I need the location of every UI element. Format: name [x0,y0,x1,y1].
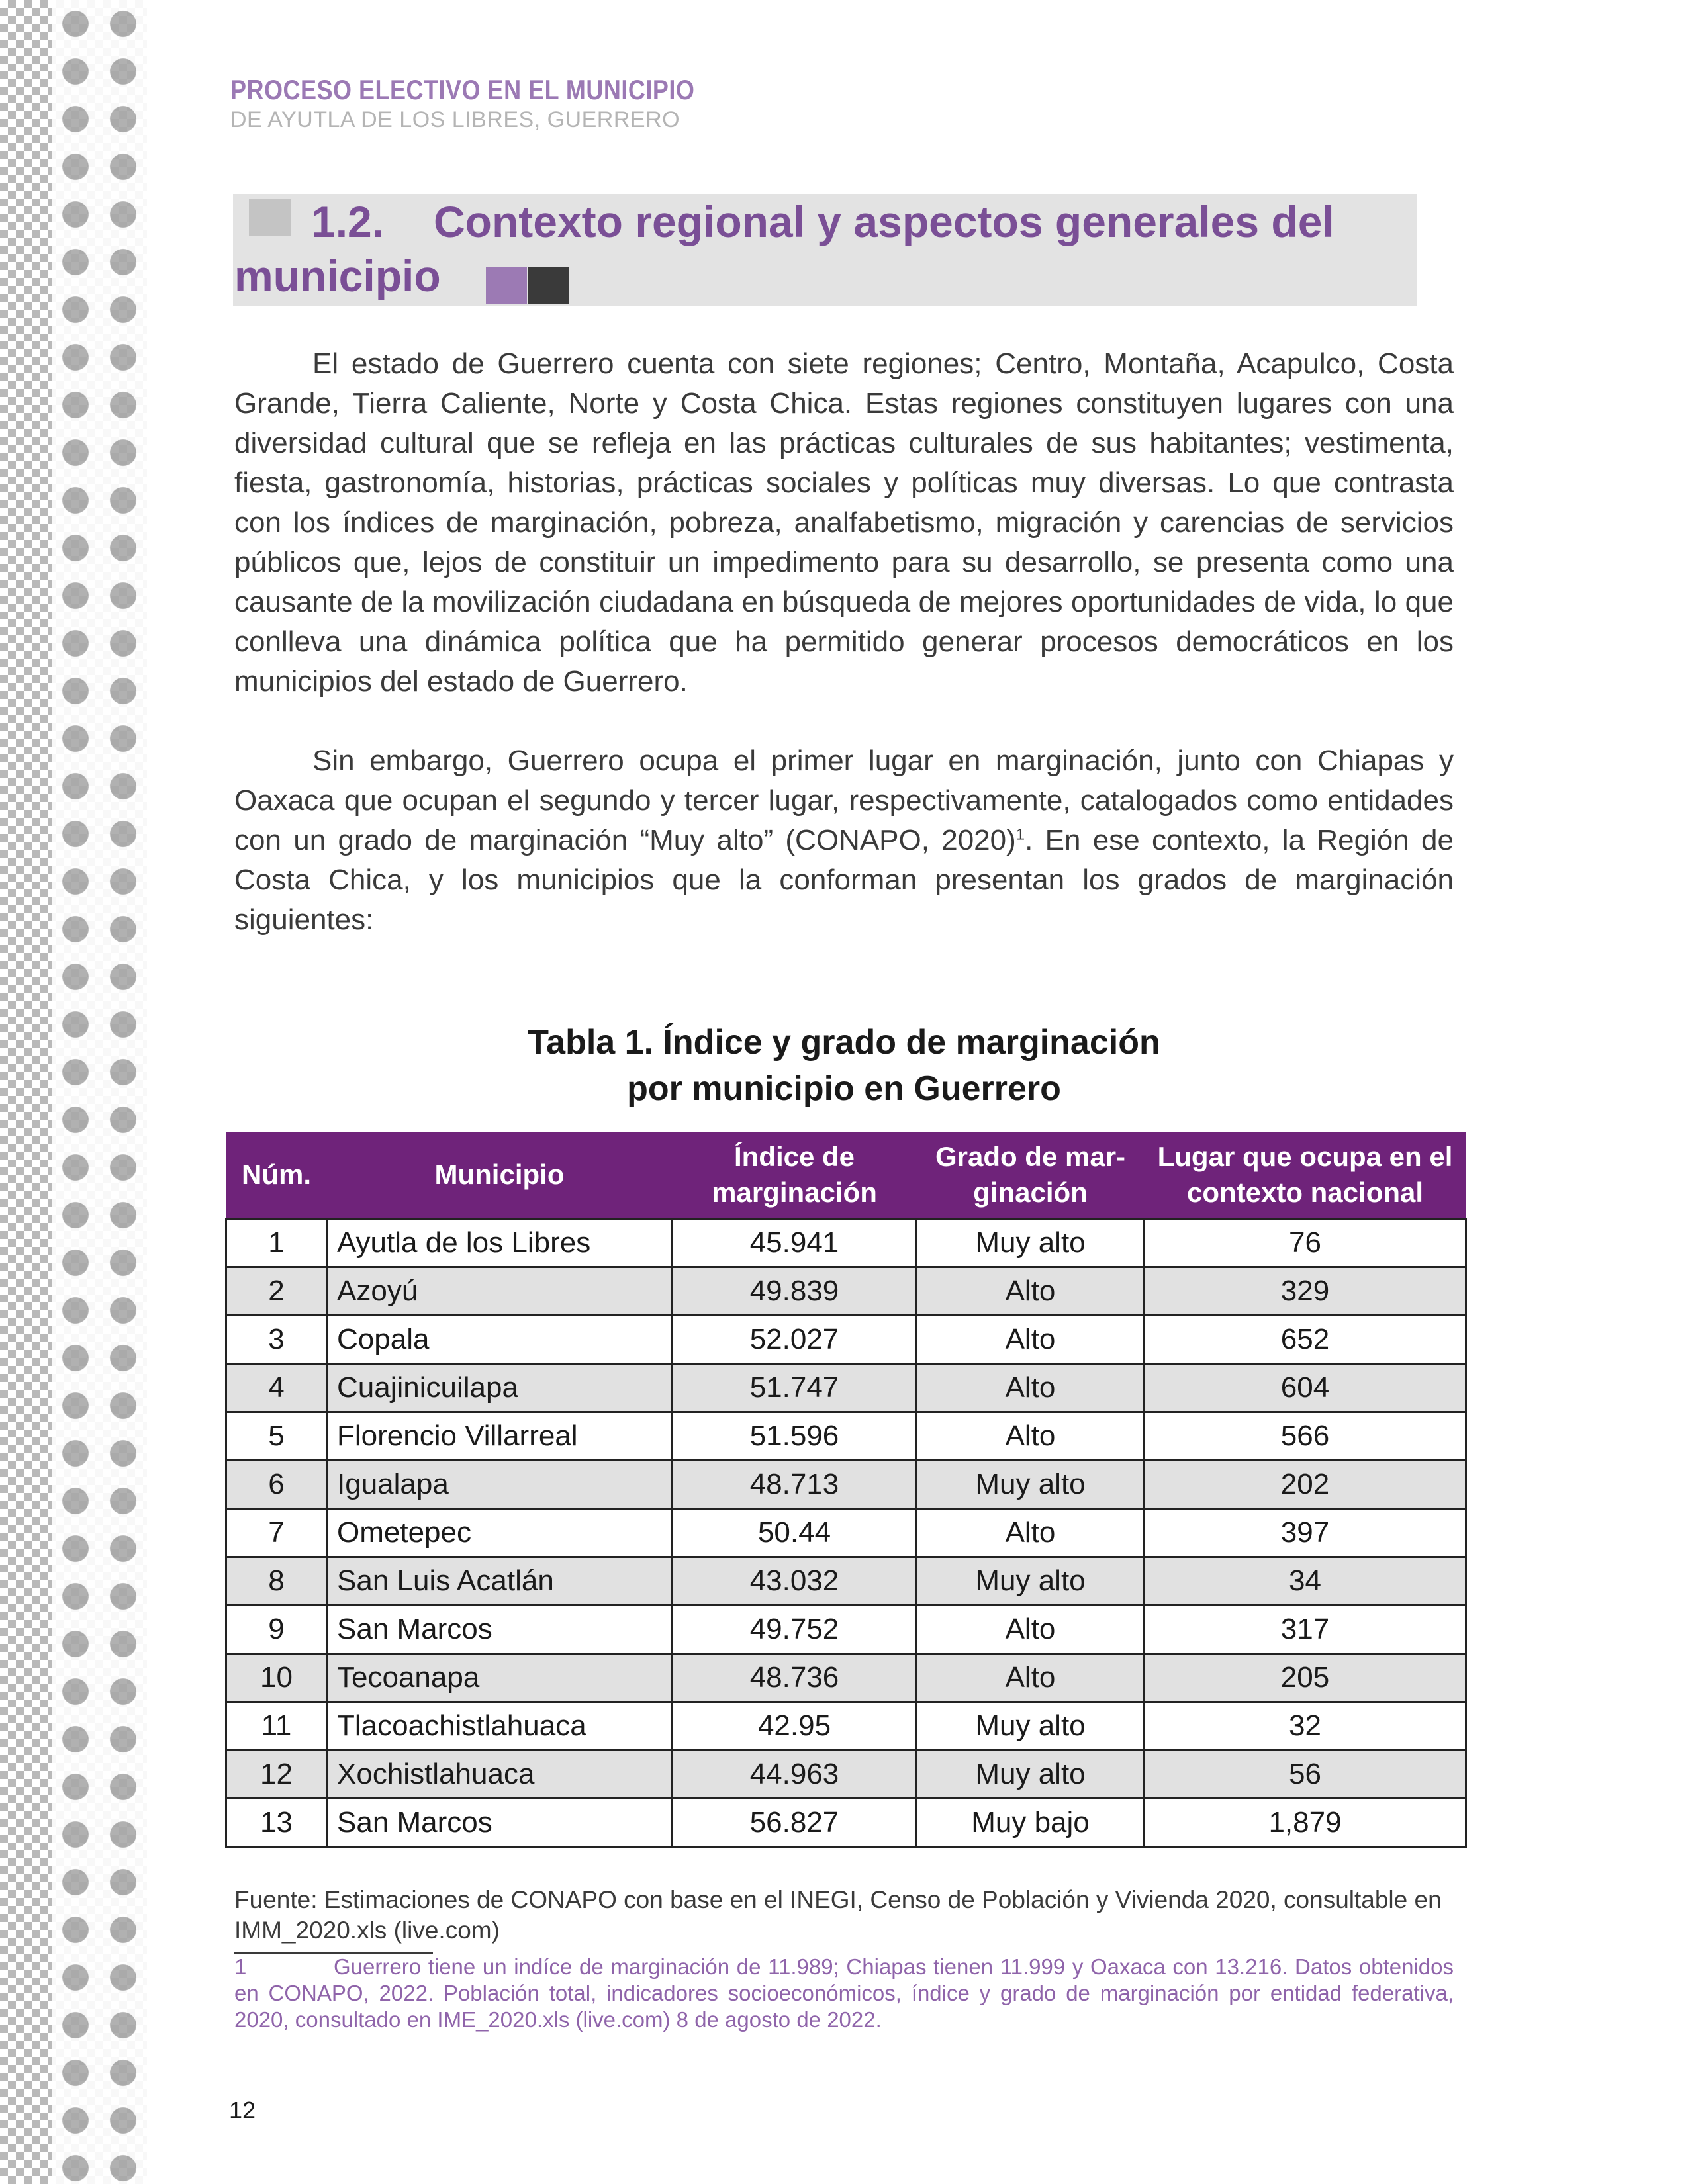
header-indice: Índice de marginación [673,1132,917,1219]
cell-indice: 48.713 [673,1461,917,1509]
table-row [226,1557,1466,1606]
cell-municipio: Cuajinicuilapa [327,1364,673,1412]
table-row [226,1412,1466,1461]
table-title [234,1019,1454,1112]
cell-municipio: Ometepec [327,1509,673,1557]
body-paragraph-1: El estado de Guerrero cuenta con siete regiones; Centro, Montaña, Acapulco, Costa Grande, Tierra Caliente, Norte y Costa Chica. Estas regiones constituyen lugares con una diversidad cultural que se refleja en las prácticas culturales de sus habitantes; vestimenta, fiesta, gastronomía, historias, prácticas sociales y políticas muy diversas. Lo que contrasta con los índices de marginación, pobreza, analfabetismo, migración y carencias de servicios públicos que, lejos de constituir un impedimento para su desarrollo, se presenta como una causante de la movilización ciudadana en búsqueda de mejores oportunidades de vida, lo que conlleva una dinámica política que ha permitido generar procesos democráticos en los municipios del estado de Guerrero. [234,347,1454,698]
section-number: 1.2. [311,197,385,246]
table-row [226,1654,1466,1702]
table-title-line2: por municipio en Guerrero [627,1069,1061,1108]
table-row [226,1364,1466,1412]
page-number: 12 [229,2097,256,2124]
heading-decor-square-dark [528,267,569,304]
cell-num: 1 [226,1219,327,1267]
cell-num: 4 [226,1364,327,1412]
table-header-row [226,1132,1466,1219]
cell-municipio: Xochistlahuaca [327,1751,673,1799]
cell-lugar: 34 [1145,1557,1466,1606]
cell-num: 6 [226,1461,327,1509]
cell-grado: Alto [917,1509,1145,1557]
cell-lugar: 329 [1145,1267,1466,1316]
table-row [226,1606,1466,1654]
cell-municipio: Ayutla de los Libres [327,1219,673,1267]
cell-grado: Alto [917,1316,1145,1364]
cell-municipio: Tecoanapa [327,1654,673,1702]
section-title-line1: Contexto regional y aspectos generales del [434,197,1335,246]
cell-lugar: 1,879 [1145,1799,1466,1847]
cell-lugar: 317 [1145,1606,1466,1654]
cell-grado: Muy alto [917,1219,1145,1267]
footnote-number: 1 [234,1954,247,1979]
paragraph-2-text-b: . En ese contexto, la Región de Costa Chica, y los municipios que la conforman presentan los grados de marginación siguientes: [234,824,1454,936]
header-grado: Grado de mar- ginación [917,1132,1145,1219]
cell-municipio: San Luis Acatlán [327,1557,673,1606]
cell-municipio: Florencio Villarreal [327,1412,673,1461]
cell-num: 9 [226,1606,327,1654]
cell-lugar: 205 [1145,1654,1466,1702]
cell-grado: Muy alto [917,1702,1145,1751]
footnote [234,1954,1454,2033]
header-num: Núm. [226,1132,327,1219]
body-paragraph-2 [234,741,1454,940]
cell-grado: Muy alto [917,1751,1145,1799]
cell-indice: 51.747 [673,1364,917,1412]
marginacion-table [225,1132,1467,1848]
running-head-title: PROCESO ELECTIVO EN EL MUNICIPIO [230,74,695,106]
section-title-line2: municipio [234,251,441,300]
cell-grado: Alto [917,1364,1145,1412]
cell-num: 7 [226,1509,327,1557]
cell-num: 12 [226,1751,327,1799]
cell-municipio: Copala [327,1316,673,1364]
cell-indice: 51.596 [673,1412,917,1461]
cell-grado: Alto [917,1412,1145,1461]
table-title-line1: Tabla 1. Índice y grado de marginación [528,1023,1160,1062]
cell-municipio: Igualapa [327,1461,673,1509]
header-municipio: Municipio [327,1132,673,1219]
cell-num: 10 [226,1654,327,1702]
cell-lugar: 32 [1145,1702,1466,1751]
running-head-subtitle: DE AYUTLA DE LOS LIBRES, GUERRERO [230,107,680,132]
footnote-text: Guerrero tiene un indíce de marginación de 11.989; Chiapas tienen 11.999 y Oaxaca con 13.216. Datos obtenidos en CONAPO, 2022. Población total, indicadores socioeconómicos, índice y grado de marginación por entidad federativa, 2020, consultado en IME_2020.xls (live.com) 8 de agosto de 2022. [234,1954,1454,2032]
cell-municipio: San Marcos [327,1606,673,1654]
cell-indice: 52.027 [673,1316,917,1364]
cell-indice: 43.032 [673,1557,917,1606]
heading-decor-square-grey [249,199,291,236]
table-row [226,1219,1466,1267]
cell-lugar: 202 [1145,1461,1466,1509]
cell-lugar: 604 [1145,1364,1466,1412]
cell-lugar: 566 [1145,1412,1466,1461]
cell-lugar: 76 [1145,1219,1466,1267]
cell-num: 5 [226,1412,327,1461]
footnote-reference[interactable]: 1 [1015,825,1025,844]
table-row [226,1316,1466,1364]
table-row [226,1751,1466,1799]
section-heading-box [233,194,1417,306]
decorative-border [0,0,147,2184]
cell-indice: 48.736 [673,1654,917,1702]
heading-decor-square-purple [486,267,527,304]
cell-grado: Muy alto [917,1557,1145,1606]
cell-indice: 50.44 [673,1509,917,1557]
table-row [226,1267,1466,1316]
cell-lugar: 652 [1145,1316,1466,1364]
cell-indice: 45.941 [673,1219,917,1267]
cell-grado: Muy bajo [917,1799,1145,1847]
cell-indice: 49.752 [673,1606,917,1654]
cell-lugar: 397 [1145,1509,1466,1557]
cell-municipio: San Marcos [327,1799,673,1847]
cell-num: 8 [226,1557,327,1606]
table-row [226,1461,1466,1509]
cell-municipio: Azoyú [327,1267,673,1316]
cell-indice: 49.839 [673,1267,917,1316]
paragraph-2-text-a: Sin embargo, Guerrero ocupa el primer lugar en marginación, junto con Chiapas y Oaxaca que ocupan el segundo y tercer lugar, respectivamente, catalogados como entidades con un grado de marginación “Muy alto” (CONAPO, 2020) [234,745,1454,856]
table-source-note: Fuente: Estimaciones de CONAPO con base en el INEGI, Censo de Población y Vivienda 2020, consultable en IMM_2020.xls (live.com) [234,1886,1442,1944]
cell-indice: 56.827 [673,1799,917,1847]
cell-grado: Alto [917,1267,1145,1316]
cell-num: 11 [226,1702,327,1751]
cell-lugar: 56 [1145,1751,1466,1799]
table-row [226,1799,1466,1847]
cell-indice: 44.963 [673,1751,917,1799]
decorative-border-motif [52,0,147,2184]
table-row [226,1509,1466,1557]
cell-num: 3 [226,1316,327,1364]
cell-grado: Alto [917,1606,1145,1654]
table-row [226,1702,1466,1751]
cell-grado: Muy alto [917,1461,1145,1509]
cell-indice: 42.95 [673,1702,917,1751]
cell-grado: Alto [917,1654,1145,1702]
section-heading-line1 [311,194,1335,250]
cell-num: 13 [226,1799,327,1847]
header-lugar: Lugar que ocupa en el contexto nacional [1145,1132,1466,1219]
cell-num: 2 [226,1267,327,1316]
cell-municipio: Tlacoachistlahuaca [327,1702,673,1751]
